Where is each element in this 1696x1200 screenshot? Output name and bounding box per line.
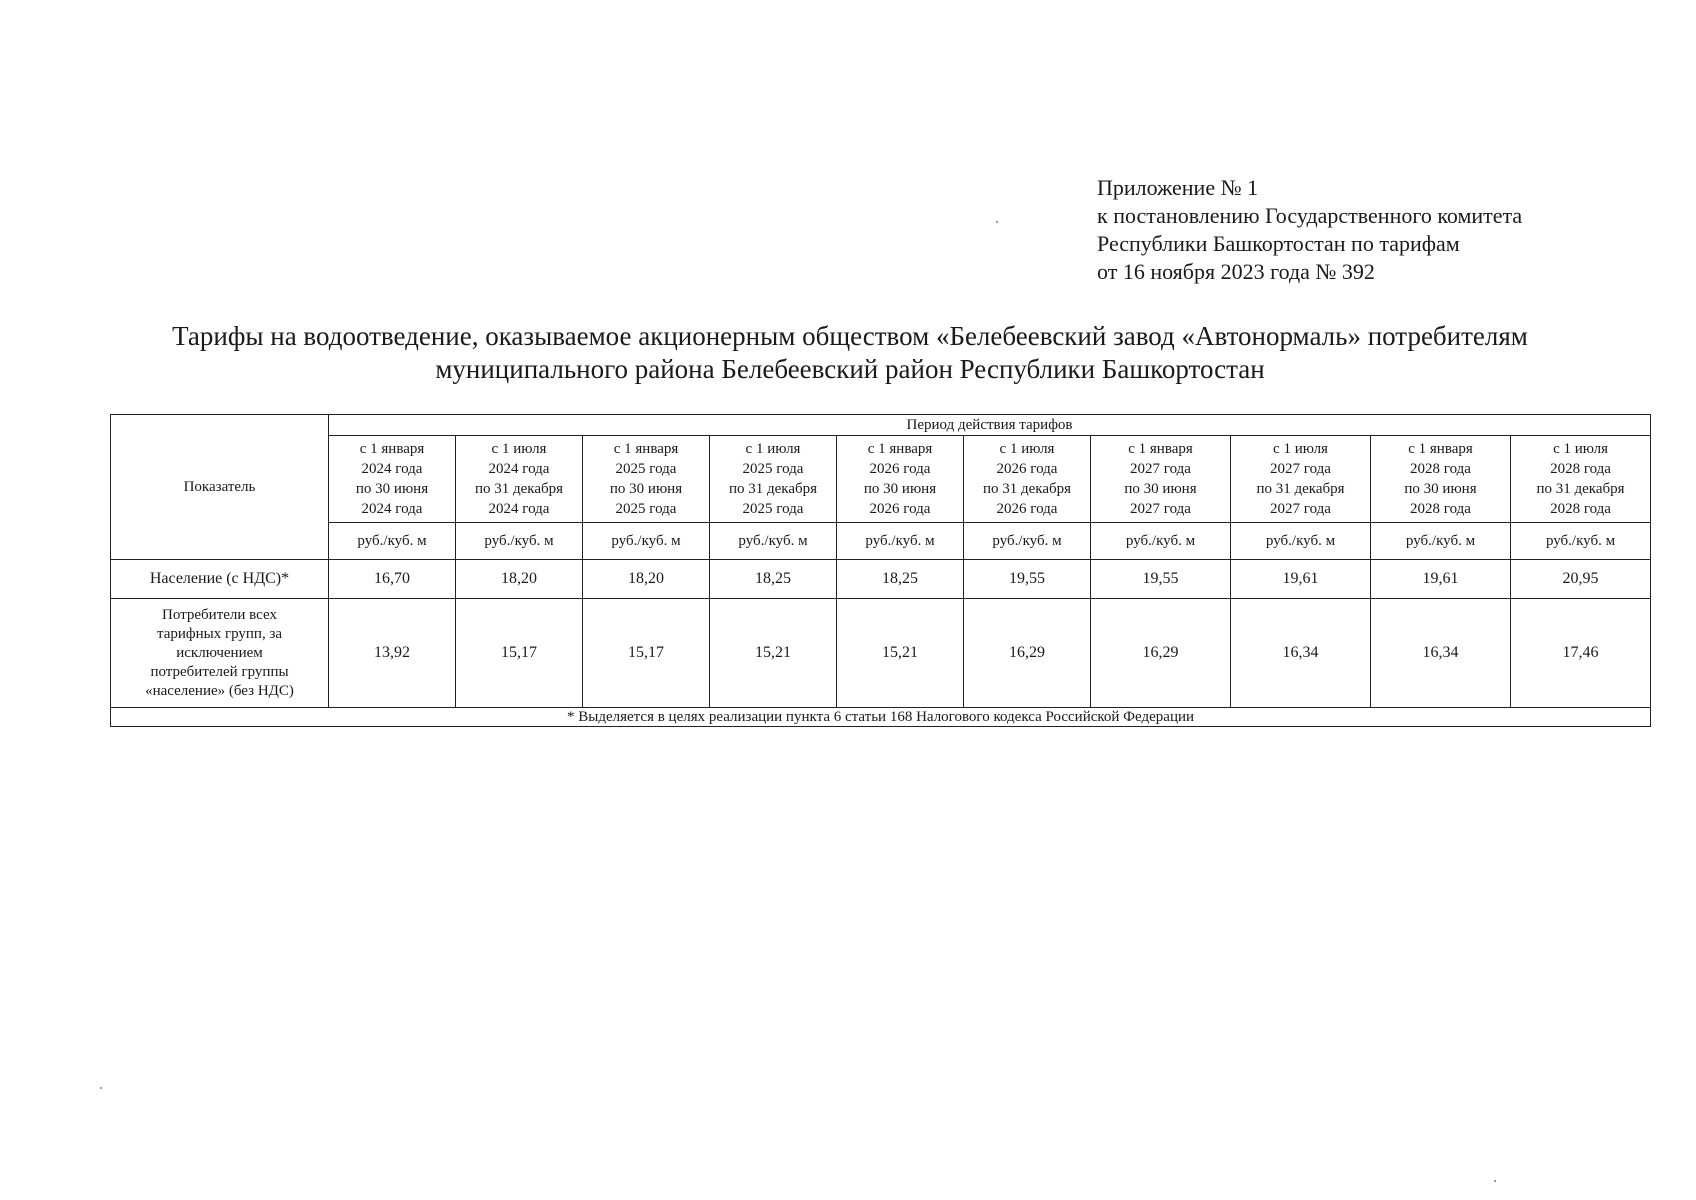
tariff-value: 19,61	[1371, 560, 1511, 599]
appendix-line-3: Республики Башкортостан по тарифам	[1097, 231, 1460, 256]
period-cell: с 1 января 2026 года по 30 июня 2026 года	[837, 436, 964, 523]
tariff-value: 18,25	[710, 560, 837, 599]
tariff-value: 18,20	[456, 560, 583, 599]
tariff-value: 16,29	[1091, 599, 1231, 708]
period-cell: с 1 июля 2028 года по 31 декабря 2028 года	[1511, 436, 1651, 523]
unit-cell: руб./куб. м	[1511, 523, 1651, 560]
unit-cell: руб./куб. м	[583, 523, 710, 560]
unit-cell: руб./куб. м	[1091, 523, 1231, 560]
appendix-line-2: к постановлению Государственного комитета	[1097, 203, 1523, 228]
unit-cell: руб./куб. м	[964, 523, 1091, 560]
footnote-row	[111, 708, 1651, 727]
tariff-value: 15,21	[710, 599, 837, 708]
unit-cell: руб./куб. м	[837, 523, 964, 560]
unit-cell: руб./куб. м	[329, 523, 456, 560]
footnote: * Выделяется в целях реализации пункта 6 статьи 168 Налогового кодекса Российской Федерации	[111, 708, 1651, 727]
tariff-value: 18,20	[583, 560, 710, 599]
title-line-1: Тарифы на водоотведение, оказываемое акционерным обществом «Белебеевский завод «Автонормаль» потребителям	[172, 321, 1528, 351]
unit-cell: руб./куб. м	[1371, 523, 1511, 560]
unit-cell: руб./куб. м	[456, 523, 583, 560]
tariff-value: 20,95	[1511, 560, 1651, 599]
row-label: Население (с НДС)*	[111, 560, 329, 599]
tariff-value: 15,21	[837, 599, 964, 708]
document-title	[110, 320, 1590, 386]
indicator-header: Показатель	[111, 415, 329, 560]
tariff-value: 17,46	[1511, 599, 1651, 708]
tariff-value: 19,61	[1231, 560, 1371, 599]
period-cell: с 1 июля 2026 года по 31 декабря 2026 года	[964, 436, 1091, 523]
table-row-population	[111, 560, 1651, 599]
table-row-other-consumers	[111, 599, 1651, 708]
period-cell: с 1 января 2028 года по 30 июня 2028 года	[1371, 436, 1511, 523]
period-cell: с 1 июля 2024 года по 31 декабря 2024 года	[456, 436, 583, 523]
period-cell: с 1 января 2025 года по 30 июня 2025 года	[583, 436, 710, 523]
tariff-value: 13,92	[329, 599, 456, 708]
unit-cell: руб./куб. м	[710, 523, 837, 560]
scan-speck	[996, 221, 998, 223]
tariff-value: 16,70	[329, 560, 456, 599]
tariff-value: 15,17	[456, 599, 583, 708]
unit-cell: руб./куб. м	[1231, 523, 1371, 560]
title-line-2: муниципального района Белебеевский район Республики Башкортостан	[435, 354, 1265, 384]
period-row	[111, 436, 1651, 523]
appendix-line-4: от 16 ноября 2023 года № 392	[1097, 259, 1375, 284]
tariff-table	[110, 414, 1651, 727]
unit-row	[111, 523, 1651, 560]
appendix-line-1: Приложение № 1	[1097, 175, 1259, 200]
scan-speck	[100, 1087, 102, 1089]
tariff-value: 19,55	[1091, 560, 1231, 599]
row-label: Потребители всех тарифных групп, за исключением потребителей группы «население» (без НДС)	[111, 599, 329, 708]
period-header: Период действия тарифов	[329, 415, 1651, 436]
appendix-header	[1097, 174, 1522, 286]
tariff-value: 16,34	[1371, 599, 1511, 708]
period-cell: с 1 января 2024 года по 30 июня 2024 года	[329, 436, 456, 523]
tariff-value: 18,25	[837, 560, 964, 599]
period-cell: с 1 июля 2027 года по 31 декабря 2027 года	[1231, 436, 1371, 523]
tariff-value: 16,34	[1231, 599, 1371, 708]
tariff-value: 19,55	[964, 560, 1091, 599]
tariff-value: 15,17	[583, 599, 710, 708]
period-cell: с 1 января 2027 года по 30 июня 2027 года	[1091, 436, 1231, 523]
period-cell: с 1 июля 2025 года по 31 декабря 2025 года	[710, 436, 837, 523]
scan-speck	[1494, 1180, 1496, 1182]
tariff-value: 16,29	[964, 599, 1091, 708]
